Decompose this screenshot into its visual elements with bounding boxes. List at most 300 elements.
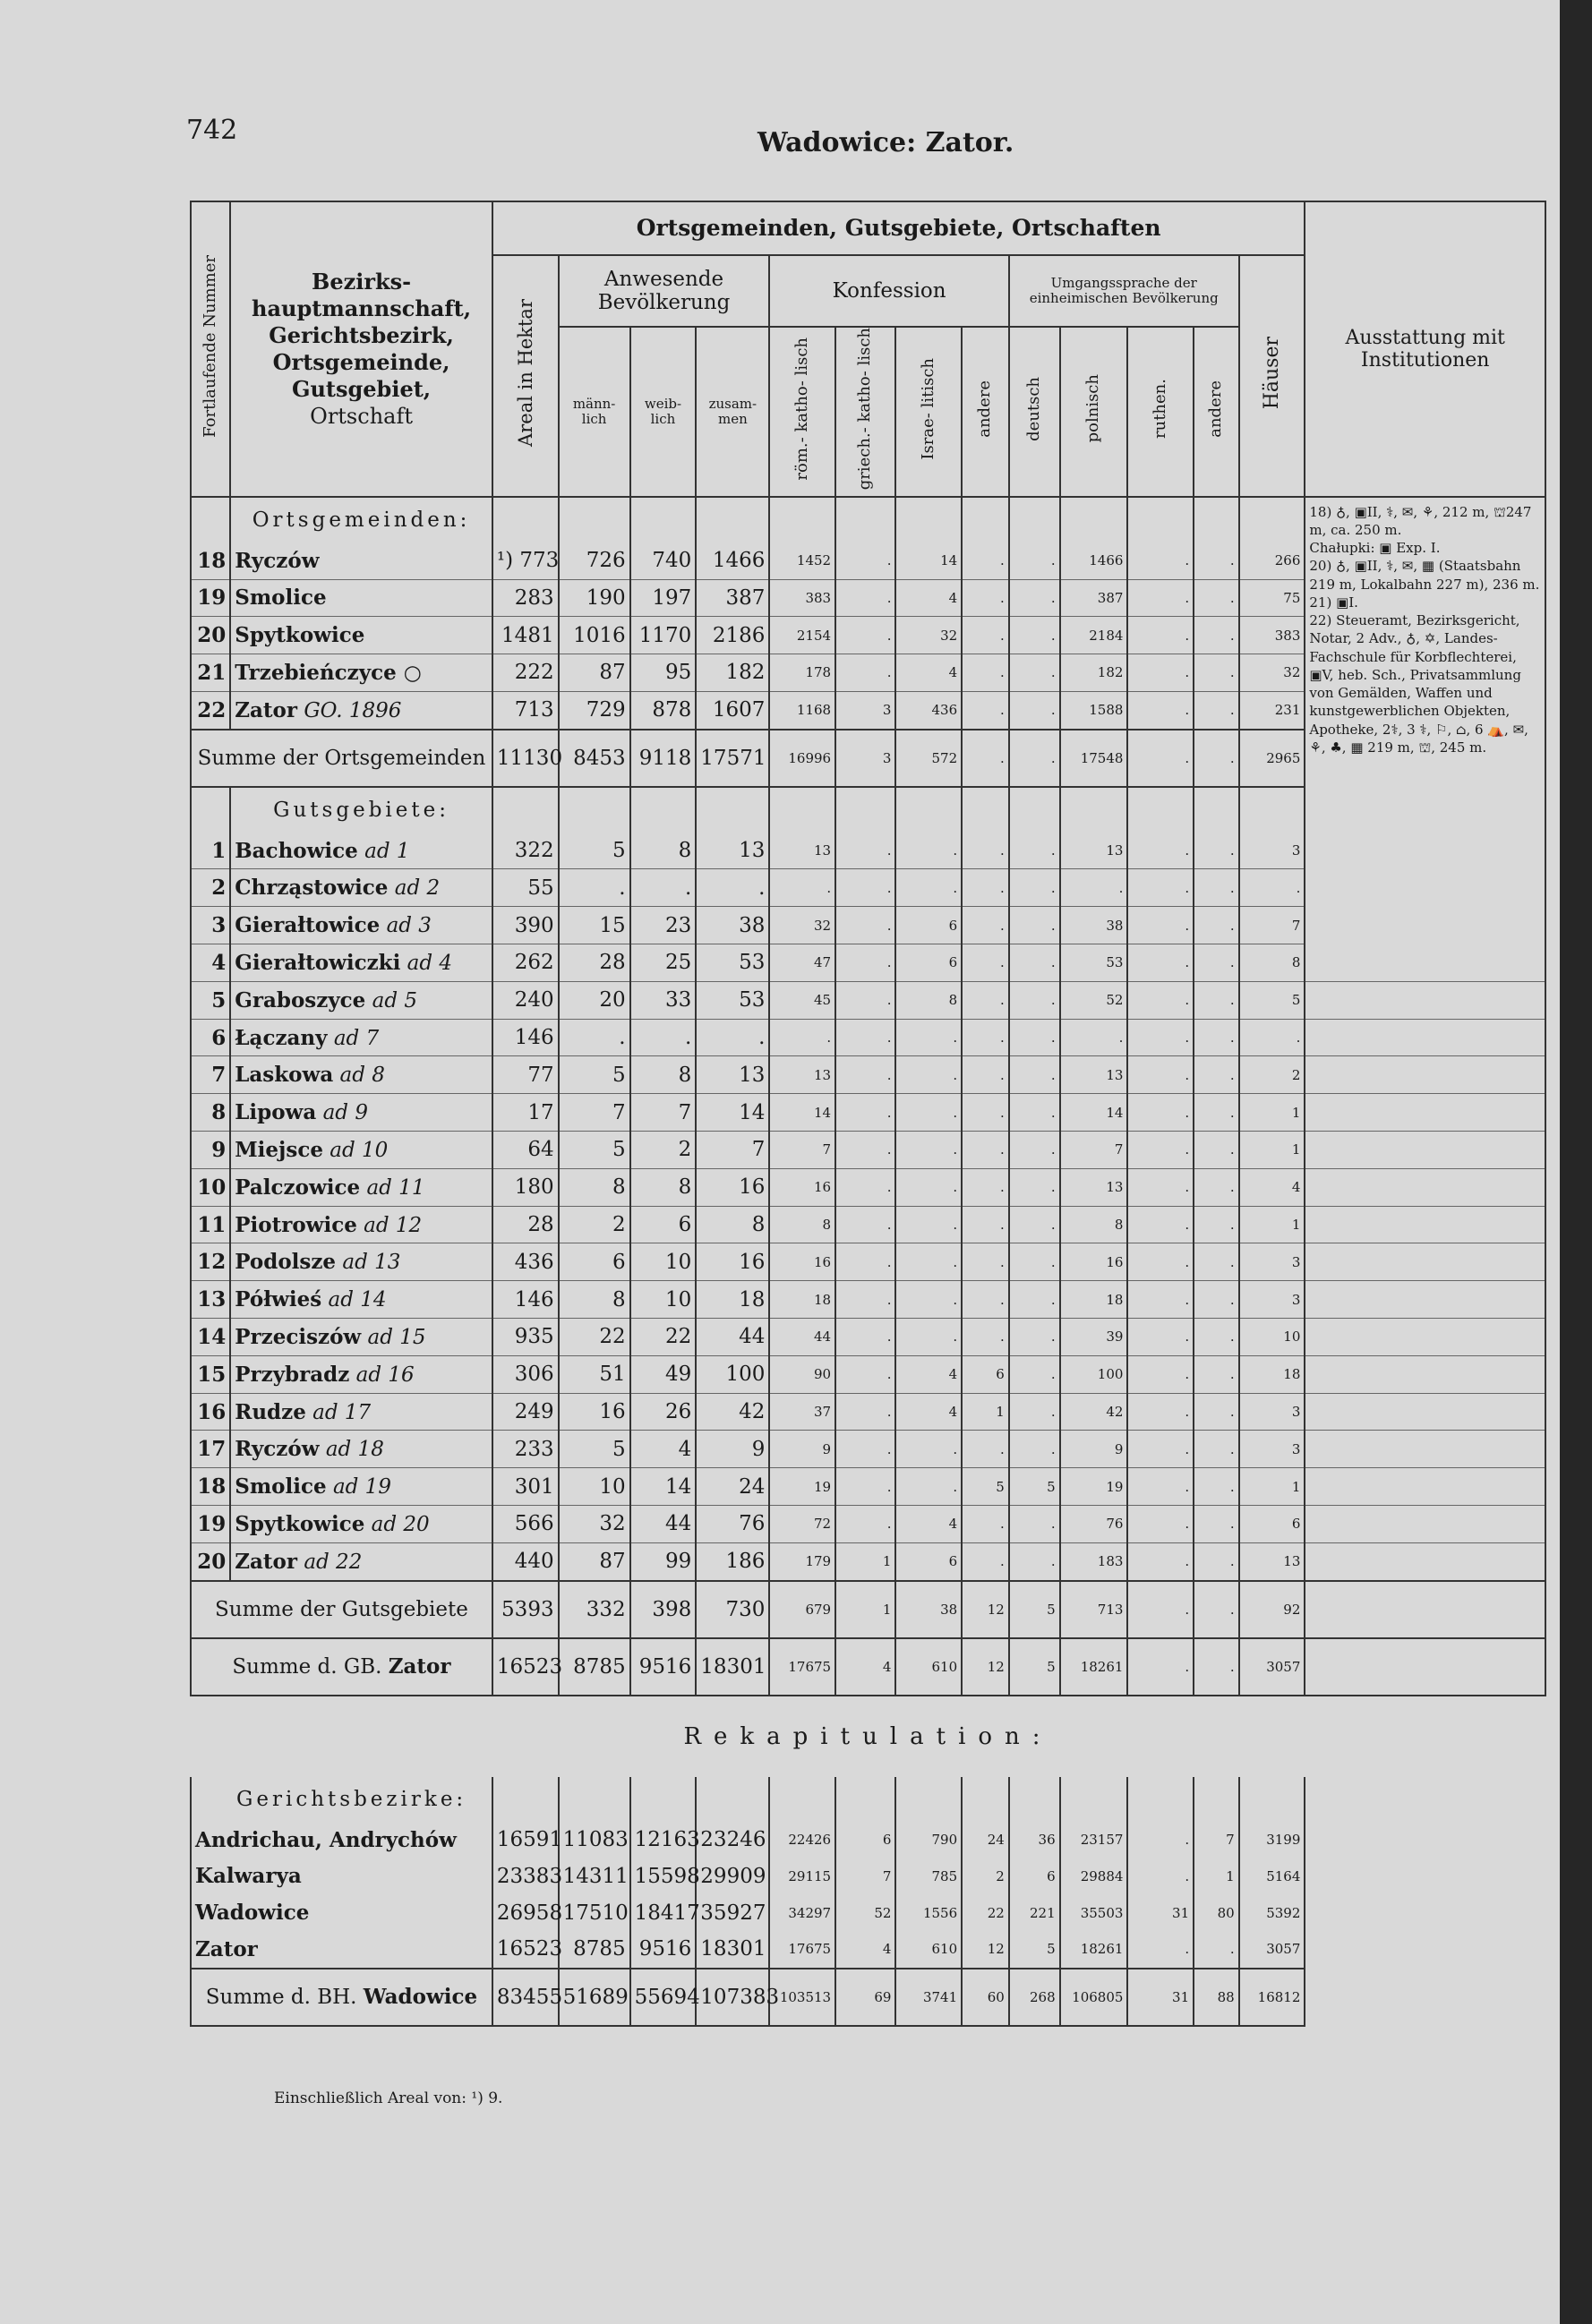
cell-an2: . (1194, 654, 1239, 692)
cell-h: 1 (1239, 1468, 1305, 1506)
row-number: 18 (191, 1468, 230, 1506)
cell-ru: . (1127, 981, 1194, 1019)
cell-m: 8 (559, 1168, 630, 1206)
cell-po: 2184 (1060, 617, 1128, 654)
cell-w: 12163 (630, 1822, 697, 1858)
place-name-suffix: ad 11 (366, 1175, 425, 1200)
cell-ru: 31 (1127, 1969, 1194, 2026)
cell-an: . (962, 1542, 1009, 1580)
empty-cell (1127, 1777, 1194, 1822)
cell-m: 6 (559, 1243, 630, 1281)
cell-is: . (895, 1132, 962, 1169)
cell-ru: . (1127, 579, 1194, 617)
cell-gk: 52 (835, 1894, 895, 1931)
row-number: 17 (191, 1431, 230, 1468)
cell-w: 25 (630, 944, 697, 982)
cell-z: 100 (696, 1355, 769, 1393)
cell-an2: . (1194, 691, 1239, 729)
cell-w: 9516 (630, 1931, 697, 1969)
cell-po: 8 (1060, 1206, 1128, 1243)
cell-m: 28 (559, 944, 630, 982)
cell-m: 15 (559, 907, 630, 944)
empty-cell (1060, 787, 1128, 833)
empty-cell (696, 497, 769, 543)
cell-ru: . (1127, 1056, 1194, 1094)
cell-rk: 45 (769, 981, 835, 1019)
cell-gk: . (835, 907, 895, 944)
cell-ru: . (1127, 1355, 1194, 1393)
cell-gk: 1 (835, 1542, 895, 1580)
empty-cell (1305, 1132, 1545, 1169)
cell-de: . (1009, 1281, 1060, 1319)
table-row (191, 1019, 1545, 1056)
empty-cell (1305, 981, 1545, 1019)
cell-areal: 233 (492, 1431, 559, 1468)
cell-de: . (1009, 833, 1060, 869)
cell-gk: . (835, 1094, 895, 1132)
institution-entry: 22) Steueramt, Bezirksgericht, Notar, 2 Adv., ♁, ✡, Landes-Fachschule für Korbflechterei, ▣V, heb. Sch., Privatsammlung von Gemälden, Waffen und kunstgewerblichen Objekten, Apotheke, 2⚕, 3 ⚕, ⚐, ⌂, 6 ⛺, ✉, ⚘, ♣, ▦ 219 m, ⛫, 245 m. (1309, 612, 1528, 756)
table-row (191, 1393, 1545, 1431)
place-name (230, 1319, 492, 1356)
place-name-text: Łączany (235, 1025, 328, 1050)
place-name-suffix: ad 8 (339, 1064, 385, 1088)
place-name-suffix: ad 17 (312, 1400, 372, 1424)
place-name (230, 1542, 492, 1580)
cell-de: . (1009, 1542, 1060, 1580)
cell-rk: 179 (769, 1542, 835, 1580)
cell-h: 1 (1239, 1094, 1305, 1132)
table-row (191, 1094, 1545, 1132)
cell-is: . (895, 1468, 962, 1506)
cell-an2: . (1194, 1319, 1239, 1356)
cell-z: 13 (696, 1056, 769, 1094)
empty-cell (1305, 1822, 1545, 1858)
cell-m: 10 (559, 1468, 630, 1506)
cell-ru: . (1127, 907, 1194, 944)
cell-areal: 306 (492, 1355, 559, 1393)
empty-cell (1305, 1168, 1545, 1206)
cell-de: . (1009, 1056, 1060, 1094)
cell-an: 22 (962, 1894, 1009, 1931)
cell-rk: 103513 (769, 1969, 835, 2026)
cell-an: 5 (962, 1468, 1009, 1506)
row-number: 3 (191, 907, 230, 944)
cell-gk: 6 (835, 1822, 895, 1858)
cell-an2: 1 (1194, 1858, 1239, 1894)
cell-de: . (1009, 1094, 1060, 1132)
cell-an2: . (1194, 1206, 1239, 1243)
place-name-text: Podolsze (235, 1250, 337, 1275)
row-number: 14 (191, 1319, 230, 1356)
cell-z: 18 (696, 1281, 769, 1319)
rekap-title: Rekapitulation: (683, 1722, 1053, 1750)
cell-z: 1607 (696, 691, 769, 729)
cell-gk: . (835, 869, 895, 907)
empty-cell (1009, 497, 1060, 543)
place-name (230, 1431, 492, 1468)
empty-cell (696, 787, 769, 833)
cell-an2: . (1194, 543, 1239, 579)
cell-ru: . (1127, 1931, 1194, 1969)
cell-an: . (962, 981, 1009, 1019)
cell-h: 92 (1239, 1581, 1305, 1638)
place-name-suffix: ad 3 (386, 914, 432, 938)
cell-h: 5392 (1239, 1894, 1305, 1931)
cell-rk: 47 (769, 944, 835, 982)
cell-h: 10 (1239, 1319, 1305, 1356)
cell-w: 10 (630, 1243, 697, 1281)
cell-an: . (962, 1506, 1009, 1543)
cell-po: 42 (1060, 1393, 1128, 1431)
sum-label (191, 1581, 492, 1638)
cell-z: 29909 (696, 1858, 769, 1894)
cell-w: 4 (630, 1431, 697, 1468)
cell-po: 38 (1060, 907, 1128, 944)
cell-an: . (962, 730, 1009, 787)
empty-cell (1305, 1019, 1545, 1056)
empty-cell (630, 787, 697, 833)
cell-z: 186 (696, 1542, 769, 1580)
cell-is: 38 (895, 1581, 962, 1638)
cell-gk: 1 (835, 1581, 895, 1638)
cell-gk: . (835, 1056, 895, 1094)
row-number: 16 (191, 1393, 230, 1431)
cell-de: . (1009, 730, 1060, 787)
cell-po: 17548 (1060, 730, 1128, 787)
cell-h: 7 (1239, 907, 1305, 944)
cell-ru: . (1127, 1243, 1194, 1281)
row-number: 8 (191, 1094, 230, 1132)
cell-is: . (895, 1319, 962, 1356)
cell-de: 5 (1009, 1931, 1060, 1969)
row-number: 12 (191, 1243, 230, 1281)
page-title: Wadowice: Zator. (757, 127, 1014, 158)
cell-an2: . (1194, 1355, 1239, 1393)
cell-w: 8 (630, 833, 697, 869)
cell-h: 1 (1239, 1206, 1305, 1243)
cell-de: 5 (1009, 1638, 1060, 1696)
empty-cell (895, 787, 962, 833)
empty-cell (1305, 1931, 1545, 1969)
cell-po: 18261 (1060, 1931, 1128, 1969)
table-row (191, 1542, 1545, 1580)
cell-po: 713 (1060, 1581, 1128, 1638)
cell-rk: 19 (769, 1468, 835, 1506)
cell-gk: . (835, 579, 895, 617)
sum-row (191, 1969, 1545, 2026)
cell-m: 8453 (559, 730, 630, 787)
cell-m: 726 (559, 543, 630, 579)
cell-w: 15598 (630, 1858, 697, 1894)
place-name-text: Spytkowice (235, 1511, 365, 1536)
cell-po: 13 (1060, 1056, 1128, 1094)
cell-z: 23246 (696, 1822, 769, 1858)
cell-h: 16812 (1239, 1969, 1305, 2026)
cell-areal: 23383 (492, 1858, 559, 1894)
empty-cell (1305, 1393, 1545, 1431)
cell-is: 14 (895, 543, 962, 579)
cell-areal: 77 (492, 1056, 559, 1094)
row-number: 21 (191, 654, 230, 692)
empty-cell (1305, 1319, 1545, 1356)
cell-po: 14 (1060, 1094, 1128, 1132)
cell-gk: 7 (835, 1858, 895, 1894)
cell-po: 18 (1060, 1281, 1128, 1319)
cell-rk: 1168 (769, 691, 835, 729)
cell-areal: 390 (492, 907, 559, 944)
cell-h: 5164 (1239, 1858, 1305, 1894)
cell-de: . (1009, 617, 1060, 654)
cell-an: . (962, 1094, 1009, 1132)
place-name-text: Zator (235, 697, 297, 722)
rekap-row (191, 1696, 1545, 1777)
cell-an2: . (1194, 730, 1239, 787)
place-name (230, 833, 492, 869)
place-name (230, 617, 492, 654)
cell-z: 16 (696, 1168, 769, 1206)
empty-cell (1305, 1468, 1545, 1506)
empty-cell (1305, 1094, 1545, 1132)
col-umgangssprache: Umgangssprache der einheimischen Bevölkerung (1009, 255, 1239, 327)
place-name-text: Bachowice (235, 838, 358, 863)
empty-cell (1305, 1638, 1545, 1696)
cell-z: 387 (696, 579, 769, 617)
cell-gk: . (835, 1019, 895, 1056)
place-name (230, 1019, 492, 1056)
place-name (230, 1132, 492, 1169)
row-number: 4 (191, 944, 230, 982)
sum-label (191, 1638, 492, 1696)
cell-de: . (1009, 1393, 1060, 1431)
cell-ru: . (1127, 654, 1194, 692)
empty-cell (962, 1777, 1009, 1822)
row-number: 19 (191, 1506, 230, 1543)
cell-rk: 13 (769, 1056, 835, 1094)
place-name-suffix: ad 10 (330, 1138, 389, 1162)
empty-cell (1009, 787, 1060, 833)
place-name-suffix: ad 22 (304, 1550, 363, 1574)
cell-h: 3199 (1239, 1822, 1305, 1858)
sum-label-place: Wadowice (363, 1985, 478, 2010)
cell-w: 49 (630, 1355, 697, 1393)
cell-h: . (1239, 869, 1305, 907)
place-name-text: Ryczów (235, 1437, 320, 1462)
col-ruthen: ruthen. (1127, 327, 1194, 497)
cell-m: 5 (559, 833, 630, 869)
cell-h: 266 (1239, 543, 1305, 579)
cell-rk: 16 (769, 1168, 835, 1206)
place-name-suffix: ad 1 (364, 839, 410, 863)
place-name-text: Ryczów (235, 548, 320, 573)
cell-ru: . (1127, 1019, 1194, 1056)
cell-w: 6 (630, 1206, 697, 1243)
cell-de: . (1009, 1206, 1060, 1243)
empty-cell (191, 497, 230, 543)
cell-w: 398 (630, 1581, 697, 1638)
cell-m: . (559, 1019, 630, 1056)
cell-an: . (962, 1319, 1009, 1356)
cell-an2: . (1194, 1581, 1239, 1638)
cell-an2: . (1194, 981, 1239, 1019)
institutions-cell (1305, 497, 1545, 944)
cell-po: 13 (1060, 1168, 1128, 1206)
cell-is: . (895, 1243, 962, 1281)
cell-an2: 80 (1194, 1894, 1239, 1931)
cell-de: . (1009, 944, 1060, 982)
cell-h: 3057 (1239, 1931, 1305, 1969)
cell-gk: 3 (835, 730, 895, 787)
cell-de: . (1009, 654, 1060, 692)
cell-z: 44 (696, 1319, 769, 1356)
cell-areal: 436 (492, 1243, 559, 1281)
cell-m: 5 (559, 1132, 630, 1169)
cell-an: . (962, 1243, 1009, 1281)
cell-w: 44 (630, 1506, 697, 1543)
cell-de: 221 (1009, 1894, 1060, 1931)
col-israel: Israe- litisch (895, 327, 962, 497)
place-name (230, 1355, 492, 1393)
cell-h: 231 (1239, 691, 1305, 729)
cell-an: . (962, 617, 1009, 654)
row-number: 11 (191, 1206, 230, 1243)
place-name (230, 869, 492, 907)
cell-areal: 11130 (492, 730, 559, 787)
place-name-text: Piotrowice (235, 1212, 357, 1237)
cell-an2: . (1194, 833, 1239, 869)
cell-gk: . (835, 1319, 895, 1356)
row-number: 1 (191, 833, 230, 869)
cell-h: 18 (1239, 1355, 1305, 1393)
cell-gk: . (835, 1355, 895, 1393)
place-name-suffix: ad 7 (333, 1026, 380, 1050)
cell-w: . (630, 869, 697, 907)
empty-cell (962, 497, 1009, 543)
empty-cell (769, 497, 835, 543)
cell-w: 2 (630, 1132, 697, 1169)
cell-areal: 5393 (492, 1581, 559, 1638)
cell-is: . (895, 869, 962, 907)
cell-po: 18261 (1060, 1638, 1128, 1696)
cell-ru: 31 (1127, 1894, 1194, 1931)
district-name: Zator (191, 1931, 492, 1969)
cell-de: . (1009, 691, 1060, 729)
table-row (191, 1468, 1545, 1506)
place-name-text: Gierałtowice (235, 913, 381, 938)
cell-is: 1556 (895, 1894, 962, 1931)
cell-m: 1016 (559, 617, 630, 654)
place-name-text: Zator (235, 1549, 297, 1574)
cell-rk: 72 (769, 1506, 835, 1543)
cell-po: 16 (1060, 1243, 1128, 1281)
cell-po: 387 (1060, 579, 1128, 617)
cell-rk: 32 (769, 907, 835, 944)
cell-m: 20 (559, 981, 630, 1019)
cell-po: 52 (1060, 981, 1128, 1019)
cell-an2: 7 (1194, 1822, 1239, 1858)
row-number: 22 (191, 691, 230, 729)
cell-po: . (1060, 1019, 1128, 1056)
cell-areal: 64 (492, 1132, 559, 1169)
cell-m: . (559, 869, 630, 907)
cell-rk: 8 (769, 1206, 835, 1243)
cell-an: 2 (962, 1858, 1009, 1894)
cell-w: 23 (630, 907, 697, 944)
place-name-suffix: ad 19 (332, 1475, 391, 1499)
empty-cell (895, 1777, 962, 1822)
cell-areal: 26958 (492, 1894, 559, 1931)
cell-de: . (1009, 1355, 1060, 1393)
cell-gk: . (835, 654, 895, 692)
cell-ru: . (1127, 1319, 1194, 1356)
cell-w: 22 (630, 1319, 697, 1356)
cell-an2: . (1194, 1281, 1239, 1319)
cell-w: 1170 (630, 617, 697, 654)
cell-areal: 440 (492, 1542, 559, 1580)
col-name: Bezirks- hauptmannschaft, Gerichtsbezirk, Ortsgemeinde, Gutsgebiet, Ortschaft (230, 201, 492, 497)
cell-is: . (895, 1281, 962, 1319)
cell-ru: . (1127, 1822, 1194, 1858)
cell-an2: . (1194, 1431, 1239, 1468)
cell-z: 38 (696, 907, 769, 944)
table-row (191, 1056, 1545, 1094)
cell-is: 610 (895, 1931, 962, 1969)
cell-z: 76 (696, 1506, 769, 1543)
cell-po: 1466 (1060, 543, 1128, 579)
cell-gk: 4 (835, 1931, 895, 1969)
cell-gk: . (835, 1243, 895, 1281)
place-name-text: Gierałtowiczki (235, 950, 401, 975)
place-name (230, 579, 492, 617)
col-polnisch: polnisch (1060, 327, 1128, 497)
cell-an: . (962, 543, 1009, 579)
col-zusammen: zusam- men (696, 327, 769, 497)
cell-de: . (1009, 543, 1060, 579)
cell-m: 87 (559, 1542, 630, 1580)
empty-cell (1009, 1777, 1060, 1822)
cell-an: 12 (962, 1638, 1009, 1696)
row-number: 5 (191, 981, 230, 1019)
place-name-text: Smolice (235, 1474, 327, 1499)
empty-cell (1305, 1542, 1545, 1580)
cell-ru: . (1127, 869, 1194, 907)
empty-cell (1239, 1777, 1305, 1822)
cell-an: . (962, 1206, 1009, 1243)
cell-areal: 180 (492, 1168, 559, 1206)
cell-ru: . (1127, 1094, 1194, 1132)
cell-de: 268 (1009, 1969, 1060, 2026)
table-row (191, 981, 1545, 1019)
cell-is: . (895, 1168, 962, 1206)
cell-w: 33 (630, 981, 697, 1019)
cell-de: 36 (1009, 1822, 1060, 1858)
cell-m: 5 (559, 1056, 630, 1094)
cell-an2: . (1194, 1019, 1239, 1056)
cell-w: 9118 (630, 730, 697, 787)
cell-an2: . (1194, 1638, 1239, 1696)
cell-areal: 240 (492, 981, 559, 1019)
col-group: Ortsgemeinden, Gutsgebiete, Ortschaften (492, 201, 1305, 255)
cell-areal: 222 (492, 654, 559, 692)
empty-cell (559, 497, 630, 543)
place-name-text: Smolice (235, 585, 327, 611)
cell-z: 35927 (696, 1894, 769, 1931)
row-number: 7 (191, 1056, 230, 1094)
cell-z: 16 (696, 1243, 769, 1281)
cell-is: . (895, 1019, 962, 1056)
cell-ru: . (1127, 543, 1194, 579)
cell-ru: . (1127, 1581, 1194, 1638)
place-name (230, 1168, 492, 1206)
